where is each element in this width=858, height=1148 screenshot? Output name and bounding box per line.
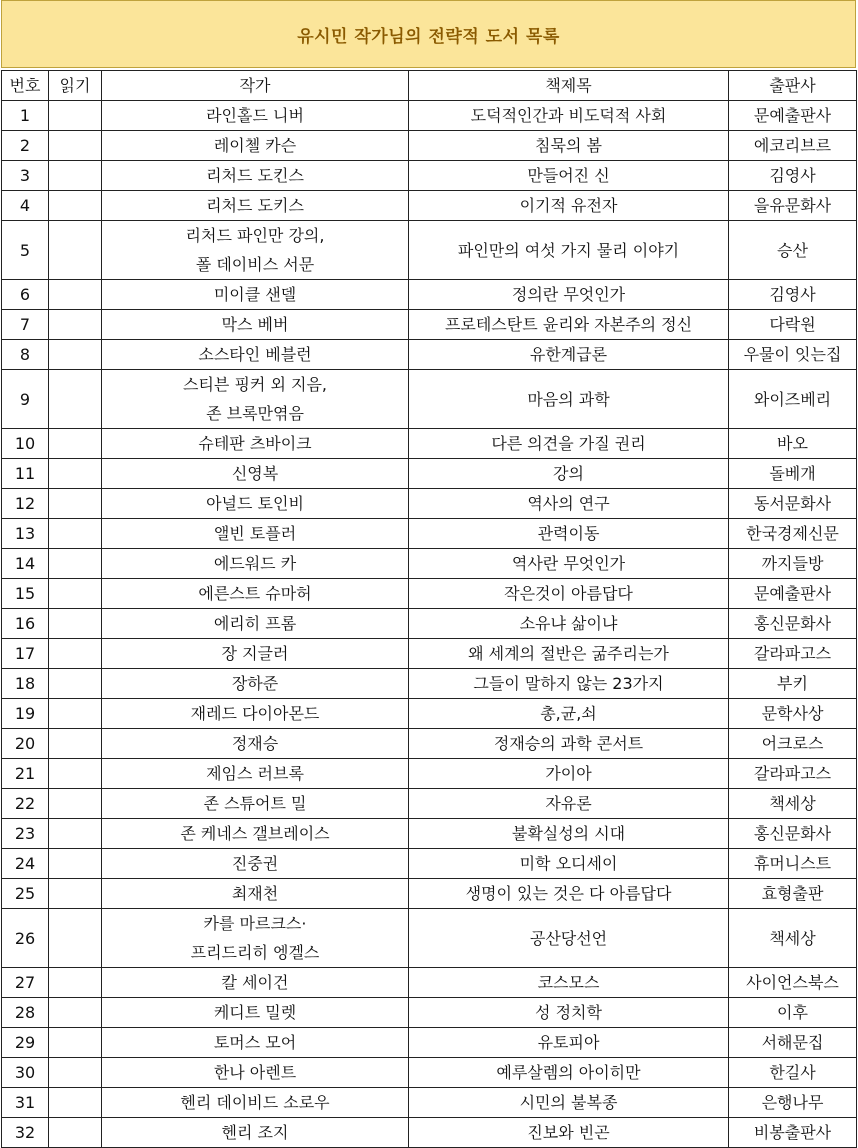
book-title-cell: 침묵의 봄	[409, 131, 729, 161]
row-number: 21	[2, 759, 49, 789]
row-number: 30	[2, 1058, 49, 1088]
read-checkbox-cell[interactable]	[49, 759, 102, 789]
publisher-cell: 부키	[729, 669, 857, 699]
author-cell	[102, 101, 409, 131]
author-name: 정재승	[231, 734, 279, 753]
book-title-cell: 생명이 있는 것은 다 아름답다	[409, 879, 729, 909]
read-checkbox-cell[interactable]	[49, 669, 102, 699]
table-row	[2, 489, 857, 519]
author-name: 미이클 샌델	[213, 285, 297, 304]
book-title-cell: 시민의 불복종	[409, 1088, 729, 1118]
row-number: 19	[2, 699, 49, 729]
read-checkbox-cell[interactable]	[49, 340, 102, 370]
table-row	[2, 819, 857, 849]
book-title-cell: 정의란 무엇인가	[409, 280, 729, 310]
row-number: 16	[2, 609, 49, 639]
read-checkbox-cell[interactable]	[49, 191, 102, 221]
read-checkbox-cell[interactable]	[49, 819, 102, 849]
row-number: 13	[2, 519, 49, 549]
publisher-cell: 효형출판	[729, 879, 857, 909]
author-cell	[102, 1028, 409, 1058]
row-number: 31	[2, 1088, 49, 1118]
table-row	[2, 909, 857, 968]
author-cell	[102, 131, 409, 161]
book-title-cell: 공산당선언	[409, 909, 729, 968]
author-name: 신영복	[231, 464, 279, 483]
table-row	[2, 370, 857, 429]
read-checkbox-cell[interactable]	[49, 789, 102, 819]
table-row	[2, 549, 857, 579]
book-title-cell: 역사의 연구	[409, 489, 729, 519]
row-number: 28	[2, 998, 49, 1028]
row-number: 12	[2, 489, 49, 519]
book-title-cell: 미학 오디세이	[409, 849, 729, 879]
author-cell	[102, 1058, 409, 1088]
book-title-cell: 불확실성의 시대	[409, 819, 729, 849]
row-number: 29	[2, 1028, 49, 1058]
read-checkbox-cell[interactable]	[49, 489, 102, 519]
read-checkbox-cell[interactable]	[49, 519, 102, 549]
book-title-cell: 왜 세계의 절반은 굶주리는가	[409, 639, 729, 669]
book-title-cell: 유한계급론	[409, 340, 729, 370]
row-number: 7	[2, 310, 49, 340]
author-cell	[102, 699, 409, 729]
author-cell	[102, 549, 409, 579]
row-number: 23	[2, 819, 49, 849]
row-number: 27	[2, 968, 49, 998]
header-publisher: 출판사	[729, 71, 857, 101]
author-name: 폴 데이비스 서문	[195, 255, 315, 274]
publisher-cell: 문예출판사	[729, 579, 857, 609]
author-cell	[102, 459, 409, 489]
header-book: 책제목	[409, 71, 729, 101]
table-row	[2, 191, 857, 221]
read-checkbox-cell[interactable]	[49, 609, 102, 639]
author-cell	[102, 221, 409, 280]
table-row	[2, 1118, 857, 1148]
publisher-cell: 책세상	[729, 909, 857, 968]
publisher-cell: 홍신문화사	[729, 819, 857, 849]
book-title-cell: 소유냐 삶이냐	[409, 609, 729, 639]
table-row	[2, 609, 857, 639]
author-name: 에리히 프롬	[213, 614, 297, 633]
book-title-cell: 마음의 과학	[409, 370, 729, 429]
table-row	[2, 579, 857, 609]
author-cell	[102, 609, 409, 639]
author-cell	[102, 819, 409, 849]
book-title-cell: 강의	[409, 459, 729, 489]
publisher-cell: 휴머니스트	[729, 849, 857, 879]
publisher-cell: 한국경제신문	[729, 519, 857, 549]
publisher-cell: 에코리브르	[729, 131, 857, 161]
read-checkbox-cell[interactable]	[49, 280, 102, 310]
author-name: 칼 세이건	[221, 973, 289, 992]
book-title-cell: 유토피아	[409, 1028, 729, 1058]
book-title-cell: 정재승의 과학 콘서트	[409, 729, 729, 759]
book-title-cell: 이기적 유전자	[409, 191, 729, 221]
row-number: 17	[2, 639, 49, 669]
header-row	[2, 71, 857, 101]
author-cell	[102, 370, 409, 429]
table-row	[2, 1028, 857, 1058]
read-checkbox-cell[interactable]	[49, 1118, 102, 1148]
author-name: 프리드리히 엥겔스	[190, 943, 320, 962]
book-title-cell: 프로테스탄트 윤리와 자본주의 정신	[409, 310, 729, 340]
author-cell	[102, 191, 409, 221]
read-checkbox-cell[interactable]	[49, 459, 102, 489]
row-number: 5	[2, 221, 49, 280]
publisher-cell: 다락원	[729, 310, 857, 340]
publisher-cell: 홍신문화사	[729, 609, 857, 639]
book-title-cell: 만들어진 신	[409, 161, 729, 191]
author-name: 존 브록만엮음	[206, 404, 304, 423]
author-name: 레이첼 카슨	[213, 136, 297, 155]
publisher-cell: 갈라파고스	[729, 639, 857, 669]
row-number: 20	[2, 729, 49, 759]
book-title-cell: 총,균,쇠	[409, 699, 729, 729]
author-name: 스티븐 핑커 외 지음,	[183, 375, 327, 394]
table-row	[2, 221, 857, 280]
author-name: 장하준	[231, 674, 279, 693]
read-checkbox-cell[interactable]	[49, 429, 102, 459]
table-row	[2, 1058, 857, 1088]
publisher-cell: 까지들방	[729, 549, 857, 579]
table-row	[2, 789, 857, 819]
read-checkbox-cell[interactable]	[49, 968, 102, 998]
table-row	[2, 699, 857, 729]
book-title-cell: 성 정치학	[409, 998, 729, 1028]
publisher-cell: 어크로스	[729, 729, 857, 759]
author-cell	[102, 489, 409, 519]
page-title: 유시민 작가님의 전략적 도서 목록	[297, 26, 560, 47]
read-checkbox-cell[interactable]	[49, 1028, 102, 1058]
publisher-cell: 을유문화사	[729, 191, 857, 221]
header-read: 읽기	[49, 71, 102, 101]
table-row	[2, 729, 857, 759]
publisher-cell: 김영사	[729, 161, 857, 191]
table-row	[2, 310, 857, 340]
author-name: 라인홀드 니버	[206, 106, 304, 125]
book-title-cell: 예루살렘의 아이히만	[409, 1058, 729, 1088]
author-name: 헨리 데이비드 소로우	[180, 1093, 330, 1112]
author-cell	[102, 1118, 409, 1148]
row-number: 9	[2, 370, 49, 429]
author-cell	[102, 340, 409, 370]
publisher-cell: 은행나무	[729, 1088, 857, 1118]
row-number: 22	[2, 789, 49, 819]
author-name: 장 지글러	[221, 644, 289, 663]
row-number: 32	[2, 1118, 49, 1148]
author-cell	[102, 429, 409, 459]
table-row	[2, 131, 857, 161]
row-number: 11	[2, 459, 49, 489]
author-name: 카를 마르크스·	[203, 914, 307, 933]
author-name: 막스 베버	[221, 315, 289, 334]
table-row	[2, 759, 857, 789]
table-row	[2, 519, 857, 549]
row-number: 15	[2, 579, 49, 609]
author-name: 존 케네스 갤브레이스	[180, 824, 330, 843]
read-checkbox-cell[interactable]	[49, 729, 102, 759]
publisher-cell: 돌베개	[729, 459, 857, 489]
author-cell	[102, 729, 409, 759]
read-checkbox-cell[interactable]	[49, 161, 102, 191]
read-checkbox-cell[interactable]	[49, 310, 102, 340]
read-checkbox-cell[interactable]	[49, 101, 102, 131]
read-checkbox-cell[interactable]	[49, 879, 102, 909]
header-num: 번호	[2, 71, 49, 101]
author-cell	[102, 789, 409, 819]
book-table	[1, 70, 857, 1148]
row-number: 26	[2, 909, 49, 968]
author-cell	[102, 639, 409, 669]
book-title-cell: 작은것이 아름답다	[409, 579, 729, 609]
publisher-cell: 한길사	[729, 1058, 857, 1088]
publisher-cell: 이후	[729, 998, 857, 1028]
book-title-cell: 그들이 말하지 않는 23가지	[409, 669, 729, 699]
row-number: 18	[2, 669, 49, 699]
author-name: 소스타인 베블런	[198, 345, 312, 364]
table-row	[2, 1088, 857, 1118]
read-checkbox-cell[interactable]	[49, 579, 102, 609]
author-name: 헨리 조지	[221, 1123, 289, 1142]
publisher-cell: 바오	[729, 429, 857, 459]
author-name: 리처드 도키스	[206, 196, 304, 215]
table-row	[2, 968, 857, 998]
book-title-cell: 코스모스	[409, 968, 729, 998]
read-checkbox-cell[interactable]	[49, 699, 102, 729]
row-number: 24	[2, 849, 49, 879]
table-row	[2, 340, 857, 370]
table-row	[2, 161, 857, 191]
read-checkbox-cell[interactable]	[49, 131, 102, 161]
read-checkbox-cell[interactable]	[49, 849, 102, 879]
row-number: 14	[2, 549, 49, 579]
author-name: 리처드 도킨스	[206, 166, 304, 185]
author-name: 슈테판 츠바이크	[198, 434, 312, 453]
table-row	[2, 459, 857, 489]
row-number: 4	[2, 191, 49, 221]
author-name: 에드워드 카	[213, 554, 297, 573]
row-number: 10	[2, 429, 49, 459]
publisher-cell: 김영사	[729, 280, 857, 310]
header-author: 작가	[102, 71, 409, 101]
author-name: 제임스 러브록	[206, 764, 304, 783]
book-title-cell: 도덕적인간과 비도덕적 사회	[409, 101, 729, 131]
row-number: 25	[2, 879, 49, 909]
read-checkbox-cell[interactable]	[49, 909, 102, 968]
read-checkbox-cell[interactable]	[49, 1088, 102, 1118]
book-title-cell: 가이아	[409, 759, 729, 789]
author-cell	[102, 849, 409, 879]
author-cell	[102, 161, 409, 191]
author-name: 진중권	[231, 854, 279, 873]
row-number: 3	[2, 161, 49, 191]
book-title-cell: 역사란 무엇인가	[409, 549, 729, 579]
publisher-cell: 사이언스북스	[729, 968, 857, 998]
author-cell	[102, 280, 409, 310]
read-checkbox-cell[interactable]	[49, 1058, 102, 1088]
table-row	[2, 639, 857, 669]
author-name: 최재천	[231, 884, 279, 903]
author-name: 앨빈 토플러	[213, 524, 297, 543]
read-checkbox-cell[interactable]	[49, 370, 102, 429]
author-cell	[102, 879, 409, 909]
author-name: 한나 아렌트	[213, 1063, 297, 1082]
book-title-cell: 진보와 빈곤	[409, 1118, 729, 1148]
author-cell	[102, 968, 409, 998]
row-number: 1	[2, 101, 49, 131]
table-row	[2, 849, 857, 879]
table-row	[2, 879, 857, 909]
read-checkbox-cell[interactable]	[49, 998, 102, 1028]
publisher-cell: 갈라파고스	[729, 759, 857, 789]
publisher-cell: 동서문화사	[729, 489, 857, 519]
table-body	[2, 101, 857, 1148]
read-checkbox-cell[interactable]	[49, 549, 102, 579]
publisher-cell: 비봉출판사	[729, 1118, 857, 1148]
author-name: 존 스튜어트 밀	[203, 794, 307, 813]
row-number: 2	[2, 131, 49, 161]
author-cell	[102, 909, 409, 968]
author-cell	[102, 1088, 409, 1118]
book-title-cell: 파인만의 여섯 가지 물리 이야기	[409, 221, 729, 280]
author-cell	[102, 310, 409, 340]
publisher-cell: 문예출판사	[729, 101, 857, 131]
book-title-cell: 관력이동	[409, 519, 729, 549]
author-name: 토머스 모어	[213, 1033, 297, 1052]
read-checkbox-cell[interactable]	[49, 639, 102, 669]
author-name: 에른스트 슈마허	[198, 584, 312, 603]
row-number: 6	[2, 280, 49, 310]
author-cell	[102, 998, 409, 1028]
publisher-cell: 우물이 잇는집	[729, 340, 857, 370]
row-number: 8	[2, 340, 49, 370]
title-banner	[1, 0, 856, 68]
table-row	[2, 280, 857, 310]
author-name: 리처드 파인만 강의,	[185, 226, 325, 245]
publisher-cell: 문학사상	[729, 699, 857, 729]
publisher-cell: 책세상	[729, 789, 857, 819]
table-row	[2, 101, 857, 131]
author-cell	[102, 519, 409, 549]
read-checkbox-cell[interactable]	[49, 221, 102, 280]
author-cell	[102, 579, 409, 609]
publisher-cell: 와이즈베리	[729, 370, 857, 429]
book-title-cell: 다른 의견을 가질 권리	[409, 429, 729, 459]
publisher-cell: 서해문집	[729, 1028, 857, 1058]
book-title-cell: 자유론	[409, 789, 729, 819]
table-row	[2, 429, 857, 459]
author-name: 케디트 밀렛	[213, 1003, 297, 1022]
author-name: 아널드 토인비	[206, 494, 304, 513]
author-cell	[102, 759, 409, 789]
author-name: 재레드 다이아몬드	[190, 704, 320, 723]
table-row	[2, 998, 857, 1028]
author-cell	[102, 669, 409, 699]
table-row	[2, 669, 857, 699]
publisher-cell: 승산	[729, 221, 857, 280]
